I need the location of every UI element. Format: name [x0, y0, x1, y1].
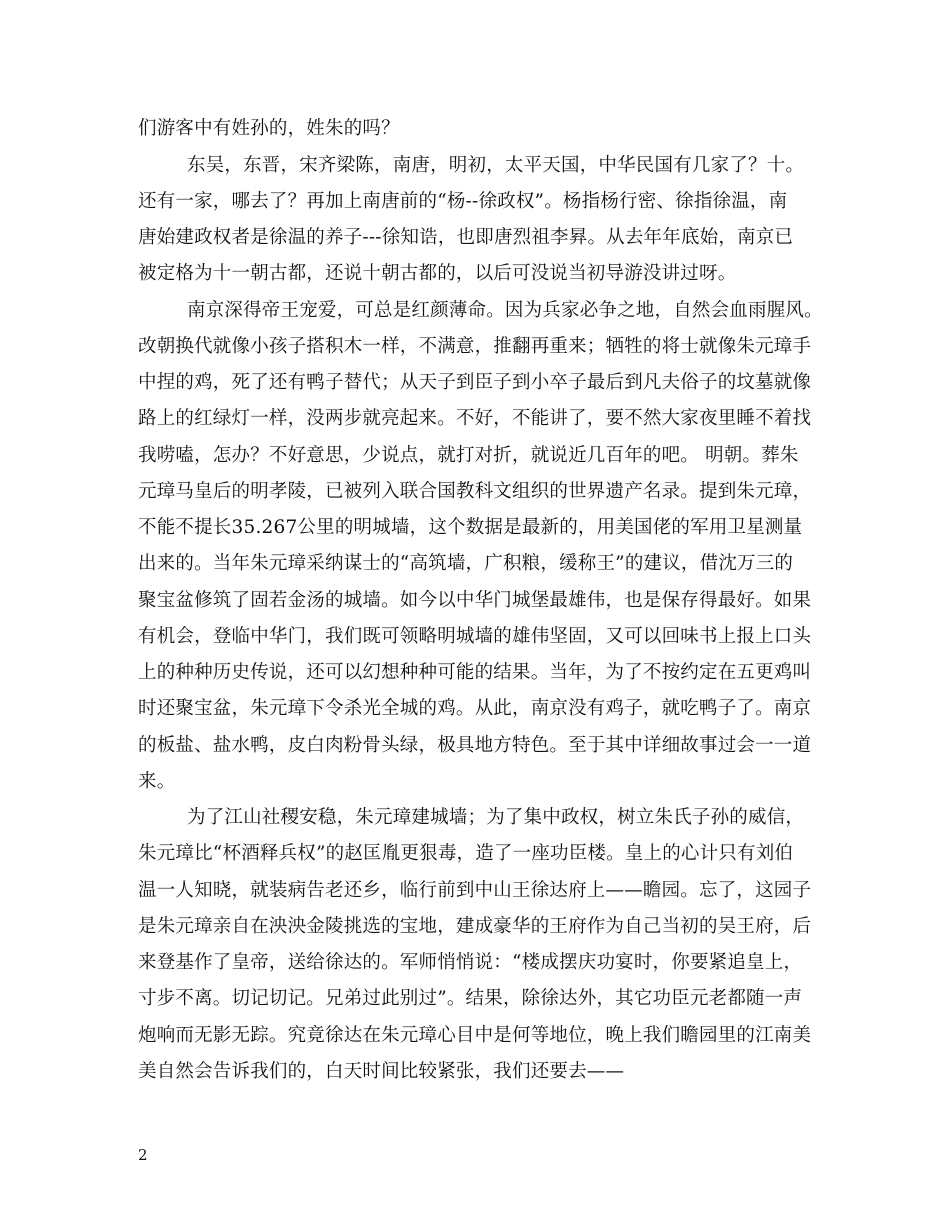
text-line: 温一人知晓，就装病告老还乡，临行前到中山王徐达府上——瞻园。忘了，这园子	[138, 880, 812, 901]
text-line: 出来的。当年朱元璋采纳谋士的“高筑墙，广积粮，缓称王”的建议，借沈万三的	[138, 553, 794, 574]
text-line: 路上的红绿灯一样，没两步就亮起来。不好，不能讲了，要不然大家夜里睡不着找	[138, 408, 812, 429]
text-line: 时还聚宝盆，朱元璋下令杀光全城的鸡。从此，南京没有鸡子，就吃鸭子了。南京	[138, 698, 812, 719]
text-line: 上的种种历史传说，还可以幻想种种可能的结果。当年，为了不按约定在五更鸡叫	[138, 662, 812, 683]
text-line: 们游客中有姓孙的，姓朱的吗？	[138, 118, 400, 139]
text-line: 寸步不离。切记切记。兄弟过此别过”。结果，除徐达外，其它功臣元老都随一声	[138, 988, 803, 1009]
text-line: 炮响而无影无踪。究竟徐达在朱元璋心目中是何等地位，晚上我们瞻园里的江南美	[138, 1025, 812, 1046]
text-line: 中捏的鸡，死了还有鸭子替代；从天子到臣子到小卒子最后到凡夫俗子的坟墓就像	[138, 372, 812, 393]
text-line: 还有一家，哪去了？再加上南唐前的“杨--徐政权”。杨指杨行密、徐指徐温，南	[138, 191, 788, 212]
text-line: 改朝换代就像小孩子搭积木一样，不满意，推翻再重来；牺牲的将士就像朱元璋手	[138, 336, 812, 357]
text-line: 朱元璋比“杯酒释兵权”的赵匡胤更狠毒，造了一座功臣楼。皇上的心计只有刘伯	[138, 843, 794, 864]
text-line: 东吴，东晋，宋齐梁陈，南唐，明初，太平天国，中华民国有几家了？十。	[187, 155, 805, 176]
text-line: 南京深得帝王宠爱，可总是红颜薄命。因为兵家必争之地，自然会血雨腥风。	[187, 300, 823, 321]
text-line: 为了江山社稷安稳，朱元璋建城墙；为了集中政权，树立朱氏子孙的威信，	[187, 807, 805, 828]
text-line: 我唠嗑，怎办？不好意思，少说点，就打对折，就说近几百年的吧。 明朝。葬朱	[138, 445, 799, 466]
text-line: 的板盐、盐水鸭，皮白肉粉骨头绿，极具地方特色。至于其中详细故事过会一一道	[138, 735, 812, 756]
text-line: 不能不提长35.267公里的明城墙，这个数据是最新的，用美国佬的军用卫星测量	[138, 517, 803, 538]
text-line: 唐始建政权者是徐温的养子---徐知诰，也即唐烈祖李昪。从去年年底始，南京已	[138, 227, 794, 248]
text-line: 美自然会告诉我们的，白天时间比较紧张，我们还要去——	[138, 1061, 625, 1082]
text-line: 有机会，登临中华门，我们既可领略明城墙的雄伟坚固，又可以回味书上报上口头	[138, 626, 812, 647]
text-line: 元璋马皇后的明孝陵，已被列入联合国教科文组织的世界遗产名录。提到朱元璋，	[138, 481, 812, 502]
text-line: 来登基作了皇帝，送给徐达的。军师悄悄说：“楼成摆庆功宴时，你要紧追皇上，	[138, 952, 803, 973]
text-line: 被定格为十一朝古都，还说十朝古都的，以后可没说当初导游没讲过呀。	[138, 263, 737, 284]
text-line: 是朱元璋亲自在泱泱金陵挑选的宝地，建成豪华的王府作为自己当初的吴王府，后	[138, 916, 812, 937]
text-line: 来。	[138, 771, 176, 792]
page-number: 2	[138, 1146, 148, 1164]
text-line: 聚宝盆修筑了固若金汤的城墙。如今以中华门城堡最雄伟，也是保存得最好。如果	[138, 590, 812, 611]
